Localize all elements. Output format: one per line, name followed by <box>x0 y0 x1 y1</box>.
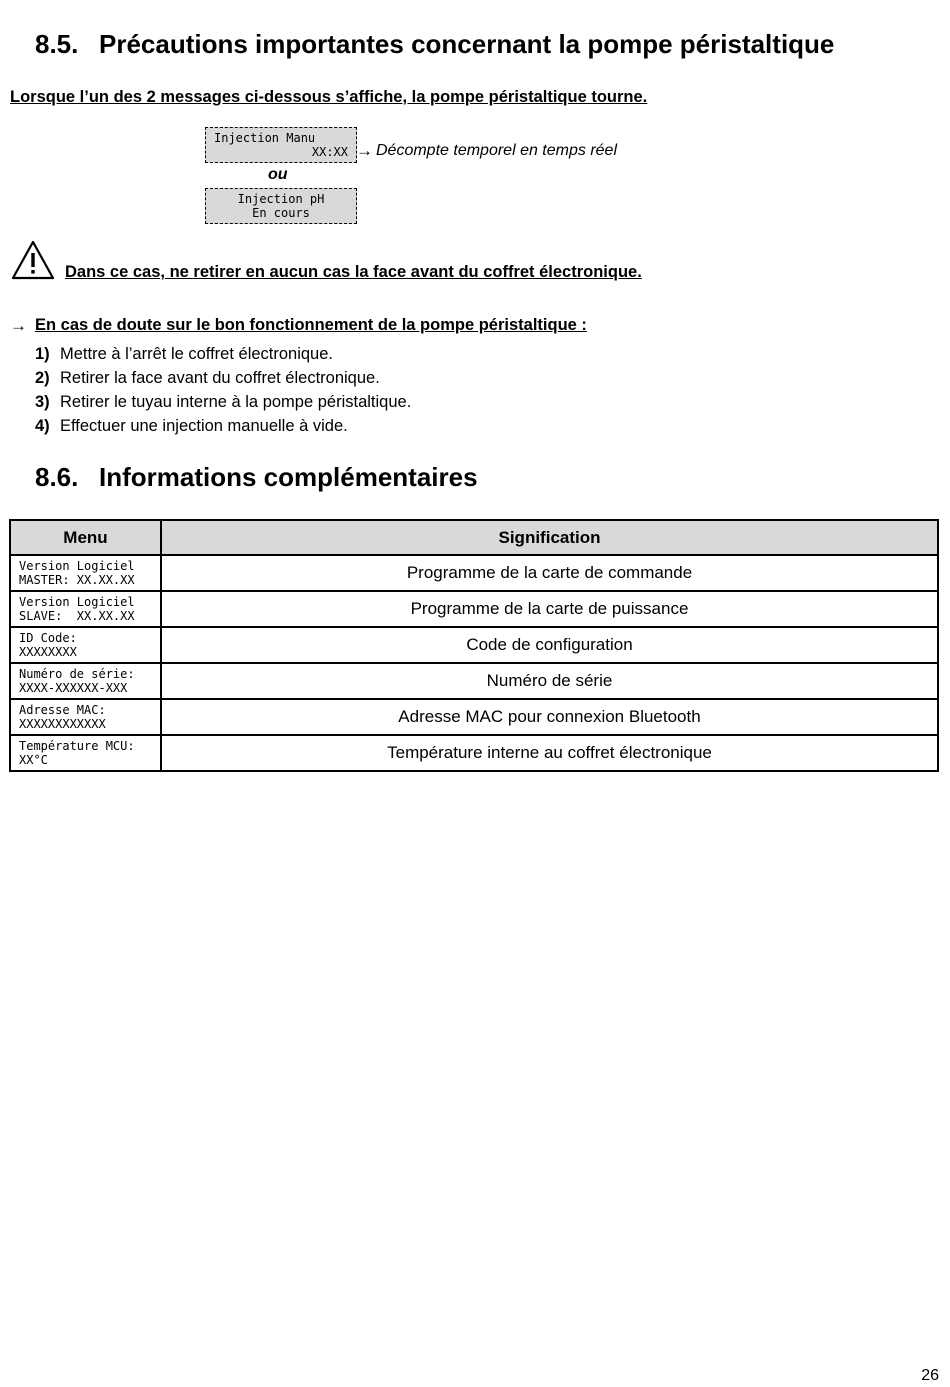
menu-cell <box>10 735 161 771</box>
menu-cell <box>10 591 161 627</box>
signification-cell: Température interne au coffret électronique <box>161 735 938 771</box>
menu-line-2: XXXX-XXXXXX-XXX <box>19 681 128 695</box>
lcd-line-2: XX:XX <box>311 145 348 159</box>
signification-cell: Code de configuration <box>161 627 938 663</box>
menu-cell <box>10 627 161 663</box>
lcd-display-manual-injection <box>205 127 357 163</box>
menu-line-1: Version Logiciel <box>19 595 135 609</box>
menu-line-1: Adresse MAC: <box>19 703 106 717</box>
section-number: 8.6. <box>35 462 79 492</box>
lcd-line-1: Injection pH <box>237 192 325 206</box>
menu-line-1: Numéro de série: <box>19 667 135 681</box>
lcd-line-1: Injection Manu <box>214 131 316 145</box>
table-row <box>10 627 938 663</box>
table-header-row <box>10 520 938 555</box>
arrow-icon: → <box>10 316 27 335</box>
step-text: Retirer le tuyau interne à la pompe péristaltique. <box>60 393 412 411</box>
arrow-icon: → <box>356 141 373 160</box>
lcd-line-2: En cours <box>252 206 310 220</box>
list-item <box>35 366 411 390</box>
menu-line-2: XXXXXXXXXXXX <box>19 717 106 731</box>
step-text: Retirer la face avant du coffret électronique. <box>60 369 380 387</box>
procedure-steps <box>35 342 411 438</box>
step-number: 1) <box>35 345 50 363</box>
section-number: 8.5. <box>35 29 79 59</box>
table-row <box>10 699 938 735</box>
countdown-note: Décompte temporel en temps réel <box>376 142 617 159</box>
section-8-5-heading <box>35 29 834 60</box>
table-row <box>10 591 938 627</box>
menu-line-2: MASTER: XX.XX.XX <box>19 573 135 587</box>
column-header-signification: Signification <box>161 520 938 555</box>
table-row <box>10 663 938 699</box>
menu-line-1: Température MCU: <box>19 739 135 753</box>
section-title: Informations complémentaires <box>99 462 478 492</box>
step-number: 4) <box>35 417 50 435</box>
table-row <box>10 555 938 591</box>
menu-cell <box>10 555 161 591</box>
signification-cell: Programme de la carte de commande <box>161 555 938 591</box>
step-number: 3) <box>35 393 50 411</box>
step-text: Mettre à l’arrêt le coffret électronique. <box>60 345 333 363</box>
menu-line-2: XX°C <box>19 753 48 767</box>
doubt-title: En cas de doute sur le bon fonctionnement de la pompe péristaltique : <box>35 316 587 334</box>
step-text: Effectuer une injection manuelle à vide. <box>60 417 348 435</box>
signification-cell: Programme de la carte de puissance <box>161 591 938 627</box>
menu-cell <box>10 663 161 699</box>
signification-cell: Adresse MAC pour connexion Bluetooth <box>161 699 938 735</box>
list-item <box>35 342 411 366</box>
warning-text: Dans ce cas, ne retirer en aucun cas la face avant du coffret électronique. <box>65 263 642 281</box>
menu-line-1: ID Code: <box>19 631 77 645</box>
or-label: ou <box>268 166 288 183</box>
step-number: 2) <box>35 369 50 387</box>
menu-cell <box>10 699 161 735</box>
menu-line-1: Version Logiciel <box>19 559 135 573</box>
list-item <box>35 390 411 414</box>
section-title: Précautions importantes concernant la pompe péristaltique <box>99 29 835 59</box>
info-table <box>9 519 939 772</box>
list-item <box>35 414 411 438</box>
warning-triangle-icon <box>11 240 55 280</box>
section-8-6-heading <box>35 462 478 493</box>
page-number: 26 <box>921 1367 939 1384</box>
menu-line-2: SLAVE: XX.XX.XX <box>19 609 135 623</box>
table-row <box>10 735 938 771</box>
signification-cell: Numéro de série <box>161 663 938 699</box>
menu-line-2: XXXXXXXX <box>19 645 77 659</box>
column-header-menu: Menu <box>10 520 161 555</box>
intro-text: Lorsque l’un des 2 messages ci-dessous s’affiche, la pompe péristaltique tourne. <box>10 88 648 106</box>
lcd-display-ph-injection <box>205 188 357 224</box>
